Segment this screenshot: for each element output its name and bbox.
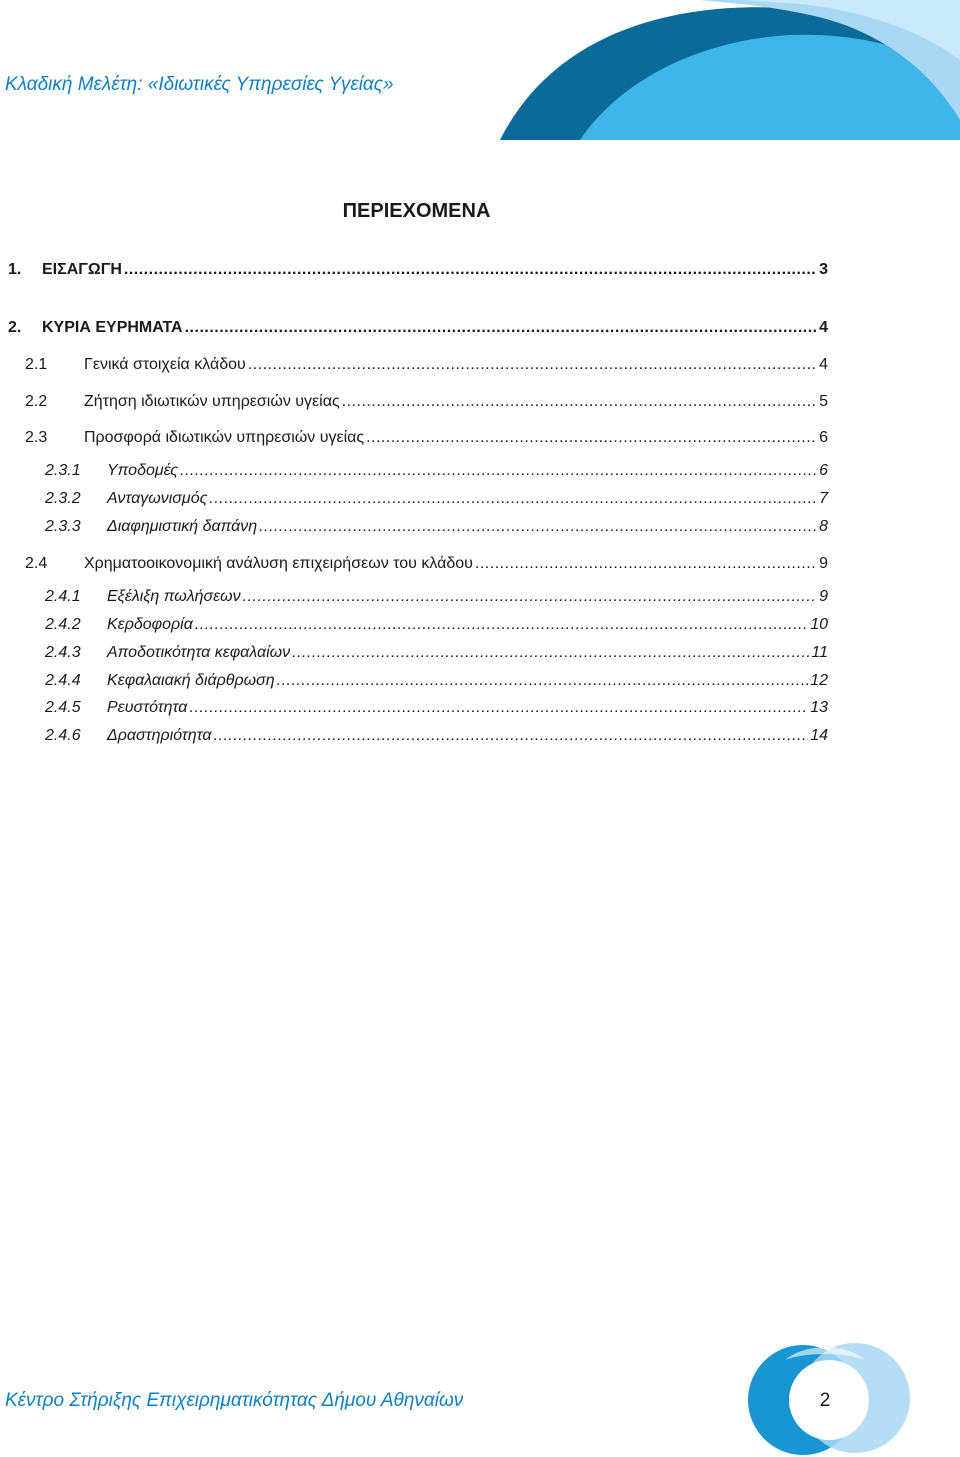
toc-entry-title: Δραστηριότητα (107, 727, 212, 744)
toc-entry[interactable] (45, 588, 828, 610)
dot-leader (475, 555, 817, 573)
toc-entry-page: 8 (819, 518, 828, 535)
toc-entry-page: 11 (811, 644, 828, 661)
toc-entry[interactable] (45, 462, 828, 484)
toc-entry-page: 6 (819, 462, 828, 479)
dot-leader (342, 393, 817, 411)
toc-entry-number: 2.4 (25, 555, 48, 572)
dot-leader (209, 490, 817, 508)
toc-entry-number: 2. (8, 319, 22, 336)
toc-entry-title: Εξέλιξη πωλήσεων (107, 588, 241, 605)
toc-entry-number: 2.1 (25, 356, 48, 373)
toc-entry[interactable] (45, 490, 828, 512)
toc-entry-number: 2.3.1 (45, 462, 81, 479)
dot-leader (259, 518, 817, 536)
toc-entry-number: 2.4.5 (45, 699, 81, 716)
toc-entry-title: ΚΥΡΙΑ ΕΥΡΗΜΑΤΑ (42, 319, 183, 336)
toc-entry-title: Κερδοφορία (107, 616, 193, 633)
toc-entry[interactable] (45, 672, 828, 694)
toc-entry[interactable] (25, 393, 828, 415)
toc-entry-page: 5 (819, 393, 828, 410)
toc-entry[interactable] (45, 699, 828, 721)
toc-entry-page: 14 (810, 727, 828, 744)
toc-entry[interactable] (25, 429, 828, 451)
toc-entry-page: 10 (810, 616, 828, 633)
toc-entry-page: 3 (819, 261, 828, 278)
toc-entry-number: 2.3.3 (45, 518, 81, 535)
toc-entry-title: Υποδομές (107, 462, 178, 479)
toc-entry-page: 6 (819, 429, 828, 446)
toc-entry-page: 9 (819, 588, 828, 605)
toc-entry-title: Χρηματοοικονομική ανάλυση επιχειρήσεων του κλάδου (84, 555, 473, 572)
toc-entry[interactable] (25, 356, 828, 378)
toc-entry-page: 4 (819, 319, 828, 336)
toc-entry-title: Ρευστότητα (107, 699, 188, 716)
toc-entry-title: Ανταγωνισμός (107, 490, 208, 507)
toc-entry-number: 2.3 (25, 429, 48, 446)
dot-leader (214, 727, 809, 745)
toc-entry-number: 2.4.2 (45, 616, 81, 633)
toc-entry-number: 2.4.3 (45, 644, 81, 661)
toc-entry[interactable] (25, 555, 828, 577)
dot-leader (366, 429, 817, 447)
toc-entry-page: 13 (810, 699, 828, 716)
toc-entry-number: 2.3.2 (45, 490, 81, 507)
toc-entry-title: Αποδοτικότητα κεφαλαίων (107, 644, 291, 661)
toc-entry-number: 1. (8, 261, 22, 278)
dot-leader (243, 588, 817, 606)
dot-leader (189, 699, 808, 717)
toc-entry-page: 9 (819, 555, 828, 572)
toc-entry-title: Διαφημιστική δαπάνη (107, 518, 258, 535)
toc-entry-title: Κεφαλαιακή διάρθρωση (107, 672, 275, 689)
toc-entry-page: 12 (810, 672, 828, 689)
toc-entry-title: ΕΙΣΑΓΩΓΗ (42, 261, 122, 278)
document-header-title: Κλαδική Μελέτη: «Ιδιωτικές Υπηρεσίες Υγείας» (5, 74, 394, 95)
dot-leader (248, 356, 817, 374)
toc-entry[interactable] (8, 261, 828, 283)
toc-entry-page: 4 (819, 356, 828, 373)
toc-entry-number: 2.4.6 (45, 727, 81, 744)
dot-leader (292, 644, 809, 662)
dot-leader (185, 319, 817, 337)
toc-entry-title: Ζήτηση ιδιωτικών υπηρεσιών υγείας (84, 393, 340, 410)
toc-entry[interactable] (45, 727, 828, 749)
toc-entry[interactable] (45, 518, 828, 540)
toc-entry[interactable] (8, 319, 828, 341)
dot-leader (277, 672, 809, 690)
toc-entry-number: 2.4.1 (45, 588, 81, 605)
toc-entry-title: Γενικά στοιχεία κλάδου (84, 356, 246, 373)
toc-entry-title: Προσφορά ιδιωτικών υπηρεσιών υγείας (84, 429, 365, 446)
page-number: 2 (819, 1390, 831, 1411)
toc-heading: ΠΕΡΙΕΧΟΜΕΝΑ (342, 200, 491, 222)
dot-leader (195, 616, 808, 634)
footer-organization: Κέντρο Στήριξης Επιχειρηματικότητας Δήμου Αθηναίων (5, 1390, 464, 1411)
dot-leader (124, 261, 817, 279)
toc-entry[interactable] (45, 616, 828, 638)
header-wave-graphic (500, 0, 960, 140)
toc-entry-page: 7 (819, 490, 828, 507)
dot-leader (180, 462, 817, 480)
toc-entry[interactable] (45, 644, 828, 666)
toc-entry-number: 2.2 (25, 393, 48, 410)
toc-entry-number: 2.4.4 (45, 672, 81, 689)
